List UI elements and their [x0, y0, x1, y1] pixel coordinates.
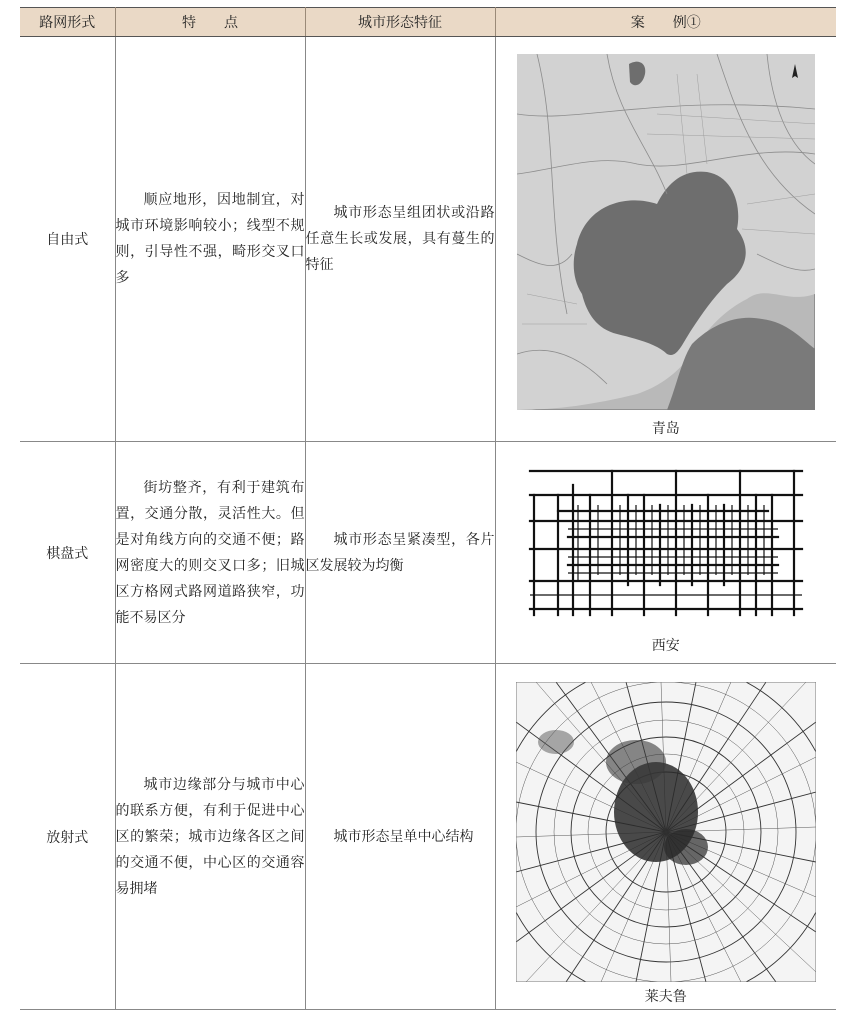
- qingdao-map-image: [517, 54, 815, 410]
- case-name: 青岛: [651, 421, 680, 437]
- features-text: 街坊整齐，有利于建筑布置，交通分散，灵活性大。但是对角线方向的交通不便；路网密度大的则交叉口多；旧城区方格网式路网道路狭窄，功能不易区分: [115, 479, 305, 626]
- header-features: 特 点: [115, 8, 305, 37]
- row-urban-form: [305, 664, 495, 1010]
- case-name: 莱夫鲁: [644, 988, 687, 1005]
- row-case: [495, 664, 836, 1010]
- header-case: 案 例①: [495, 8, 836, 37]
- row-urban-form: [305, 37, 495, 442]
- row-case: [495, 442, 836, 664]
- header-form: 路网形式: [20, 8, 115, 37]
- xian-map-image: [528, 465, 804, 625]
- table-row: [20, 442, 836, 664]
- road-network-table: [20, 7, 836, 1010]
- case-name: 西安: [651, 638, 680, 654]
- row-features: [115, 664, 305, 1010]
- features-text: 城市边缘部分与城市中心的联系方便，有利于促进中心区的繁荣；城市边缘各区之间的交通不便，中心区的交通容易拥堵: [115, 776, 305, 897]
- table-row: [20, 664, 836, 1010]
- row-features: [115, 37, 305, 442]
- header-row: [20, 8, 836, 37]
- header-urban-form: 城市形态特征: [305, 8, 495, 37]
- features-text: 顺应地形，因地制宜，对城市环境影响较小；线型不规则，引导性不强，畸形交叉口多: [115, 192, 305, 286]
- urban-form-text: 城市形态呈紧凑型，各片区发展较为均衡: [305, 531, 495, 574]
- radial-city-map-image: [516, 682, 816, 982]
- row-form-label: 棋盘式: [20, 442, 115, 664]
- row-case: [495, 37, 836, 442]
- urban-form-text: 城市形态呈组团状或沿路任意生长或发展，具有蔓生的特征: [305, 205, 495, 273]
- row-features: [115, 442, 305, 664]
- row-form-label: 自由式: [20, 37, 115, 442]
- row-urban-form: [305, 442, 495, 664]
- row-form-label: 放射式: [20, 664, 115, 1010]
- table-row: [20, 37, 836, 442]
- urban-form-text: 城市形态呈单中心结构: [333, 828, 474, 845]
